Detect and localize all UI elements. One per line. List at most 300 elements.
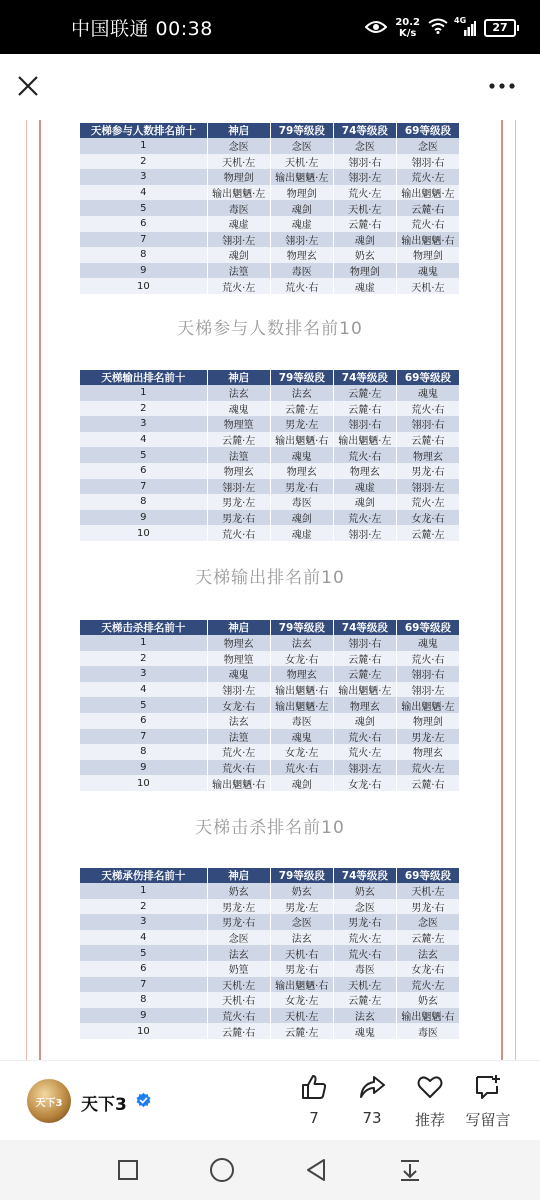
table-cell: 翎羽·左 bbox=[396, 682, 459, 698]
table-row bbox=[80, 914, 460, 930]
table-cell: 法玄 bbox=[270, 635, 333, 651]
rank-cell: 7 bbox=[80, 729, 207, 745]
table-cell: 念医 bbox=[207, 138, 270, 154]
table-cell: 毒医 bbox=[270, 263, 333, 279]
table-cell: 云麓·右 bbox=[396, 775, 459, 791]
wifi-icon bbox=[428, 18, 448, 38]
table-caption: 天梯输出排名前10 bbox=[195, 568, 345, 588]
table-cell: 念医 bbox=[333, 138, 396, 154]
recommend-label: 推荐 bbox=[414, 1111, 445, 1129]
table-cell: 输出魍魉·右 bbox=[396, 1008, 459, 1024]
table-cell: 物理剑 bbox=[396, 713, 459, 729]
table-cell: 云麓·右 bbox=[333, 651, 396, 667]
table-cell: 念医 bbox=[396, 914, 459, 930]
table-cell: 输出魍魉·右 bbox=[396, 232, 459, 248]
table-cell: 翎羽·左 bbox=[396, 479, 459, 495]
notification-down-icon bbox=[398, 1158, 422, 1182]
table-cell: 男龙·左 bbox=[207, 899, 270, 915]
ranking-table-damage-taken bbox=[80, 868, 460, 1039]
table-row bbox=[80, 961, 460, 977]
table-cell: 念医 bbox=[270, 138, 333, 154]
table-cell: 天机·左 bbox=[333, 977, 396, 993]
table-cell: 女龙·左 bbox=[270, 992, 333, 1008]
table-cell: 翎羽·左 bbox=[207, 682, 270, 698]
table-cell: 念医 bbox=[333, 899, 396, 915]
rank-cell: 1 bbox=[80, 883, 207, 899]
table-cell: 云麓·左 bbox=[333, 992, 396, 1008]
table-row bbox=[80, 525, 460, 541]
rank-cell: 10 bbox=[80, 775, 207, 791]
table-cell: 天机·左 bbox=[333, 200, 396, 216]
table-cell: 输出魍魉·右 bbox=[270, 432, 333, 448]
table-cell: 男龙·右 bbox=[396, 463, 459, 479]
table-cell: 荒火·左 bbox=[207, 744, 270, 760]
table-row bbox=[80, 930, 460, 946]
table-row bbox=[80, 1008, 460, 1024]
network-speed bbox=[395, 17, 420, 39]
table-cell: 魂剑 bbox=[333, 713, 396, 729]
table-row bbox=[80, 432, 460, 448]
table-cell: 魂鬼 bbox=[270, 729, 333, 745]
table-cell: 荒火·右 bbox=[396, 216, 459, 232]
table-cell: 天机·左 bbox=[207, 977, 270, 993]
table-cell: 荒火·左 bbox=[396, 169, 459, 185]
table-cell: 荒火·右 bbox=[207, 1008, 270, 1024]
table-cell: 天机·左 bbox=[270, 154, 333, 170]
table-cell: 翎羽·右 bbox=[333, 635, 396, 651]
rank-cell: 3 bbox=[80, 666, 207, 682]
status-icons bbox=[365, 12, 516, 44]
table-row bbox=[80, 977, 460, 993]
recent-apps-button[interactable] bbox=[113, 1155, 143, 1185]
table-header-row bbox=[80, 123, 460, 138]
table-row bbox=[80, 385, 460, 401]
ranking-table-damage-output bbox=[80, 370, 460, 541]
table-cell: 翎羽·右 bbox=[396, 666, 459, 682]
table-cell: 翎羽·右 bbox=[333, 154, 396, 170]
table-header-row bbox=[80, 620, 460, 635]
table-cell: 男龙·右 bbox=[270, 479, 333, 495]
table-cell: 物理篁 bbox=[207, 651, 270, 667]
table-row bbox=[80, 138, 460, 154]
rank-cell: 1 bbox=[80, 385, 207, 401]
recommend-button[interactable] bbox=[400, 1073, 460, 1133]
table-cell: 翎羽·右 bbox=[396, 416, 459, 432]
rank-cell: 5 bbox=[80, 200, 207, 216]
table-cell: 法篁 bbox=[207, 447, 270, 463]
thumbs-up-icon bbox=[300, 1073, 328, 1101]
comment-label: 写留言 bbox=[465, 1111, 511, 1129]
table-cell: 输出魍魉·左 bbox=[207, 185, 270, 201]
table-cell: 念医 bbox=[396, 138, 459, 154]
table-header-cell: 74等级段 bbox=[333, 620, 396, 635]
table-cell: 物理剑 bbox=[396, 247, 459, 263]
table-cell: 云麓·右 bbox=[333, 401, 396, 417]
table-cell: 翎羽·右 bbox=[333, 416, 396, 432]
table-cell: 魂剑 bbox=[333, 232, 396, 248]
table-row bbox=[80, 883, 460, 899]
table-cell: 男龙·右 bbox=[333, 914, 396, 930]
table-row bbox=[80, 416, 460, 432]
table-row bbox=[80, 263, 460, 279]
table-row bbox=[80, 760, 460, 776]
table-cell: 法玄 bbox=[333, 1008, 396, 1024]
rank-cell: 9 bbox=[80, 263, 207, 279]
table-cell: 奶玄 bbox=[333, 247, 396, 263]
table-row bbox=[80, 463, 460, 479]
table-cell: 输出魍魉·右 bbox=[207, 775, 270, 791]
table-cell: 魂虚 bbox=[270, 525, 333, 541]
rank-cell: 8 bbox=[80, 744, 207, 760]
verified-badge-icon bbox=[135, 1092, 152, 1109]
table-cell: 物理剑 bbox=[207, 169, 270, 185]
rank-cell: 6 bbox=[80, 463, 207, 479]
table-row bbox=[80, 729, 460, 745]
notification-pulldown-button[interactable] bbox=[395, 1155, 425, 1185]
rank-cell: 10 bbox=[80, 1023, 207, 1039]
table-cell: 天机·左 bbox=[396, 883, 459, 899]
carrier-time: 中国联通 00:38 bbox=[71, 18, 213, 40]
table-cell: 翎羽·右 bbox=[396, 154, 459, 170]
table-cell: 天机·右 bbox=[207, 992, 270, 1008]
table-row bbox=[80, 247, 460, 263]
comment-button[interactable] bbox=[458, 1073, 518, 1133]
table-header-cell: 神启 bbox=[207, 370, 270, 385]
rank-cell: 7 bbox=[80, 977, 207, 993]
table-cell: 女龙·右 bbox=[396, 510, 459, 526]
rank-cell: 9 bbox=[80, 510, 207, 526]
table-header-row bbox=[80, 868, 460, 883]
table-row bbox=[80, 744, 460, 760]
network-speed-unit: K/s bbox=[398, 28, 417, 39]
rank-cell: 4 bbox=[80, 682, 207, 698]
table-cell: 法玄 bbox=[270, 930, 333, 946]
table-row bbox=[80, 232, 460, 248]
table-cell: 法玄 bbox=[207, 713, 270, 729]
table-cell: 荒火·右 bbox=[270, 760, 333, 776]
table-header-cell: 74等级段 bbox=[333, 370, 396, 385]
table-cell: 荒火·右 bbox=[396, 401, 459, 417]
table-cell: 物理篁 bbox=[207, 416, 270, 432]
status-bar bbox=[0, 0, 540, 54]
article-content[interactable] bbox=[0, 120, 540, 1060]
ranking-table-kills bbox=[80, 620, 460, 791]
table-header-cell: 天梯输出排名前十 bbox=[80, 370, 207, 385]
rank-cell: 1 bbox=[80, 635, 207, 651]
home-button[interactable] bbox=[207, 1155, 237, 1185]
table-header-cell: 神启 bbox=[207, 620, 270, 635]
table-header-cell: 神启 bbox=[207, 868, 270, 883]
table-cell: 魂鬼 bbox=[396, 263, 459, 279]
table-cell: 魂虚 bbox=[270, 216, 333, 232]
table-row bbox=[80, 447, 460, 463]
table-row bbox=[80, 494, 460, 510]
table-cell: 天机·左 bbox=[396, 278, 459, 294]
table-cell: 物理玄 bbox=[396, 447, 459, 463]
table-row bbox=[80, 666, 460, 682]
heart-icon bbox=[416, 1073, 444, 1101]
table-cell: 荒火·右 bbox=[333, 447, 396, 463]
rank-cell: 8 bbox=[80, 992, 207, 1008]
table-header-cell: 79等级段 bbox=[270, 868, 333, 883]
table-row bbox=[80, 510, 460, 526]
table-cell: 翎羽·左 bbox=[270, 232, 333, 248]
rank-cell: 6 bbox=[80, 713, 207, 729]
table-cell: 荒火·左 bbox=[207, 278, 270, 294]
rank-cell: 1 bbox=[80, 138, 207, 154]
account-avatar[interactable] bbox=[27, 1079, 71, 1123]
table-header-cell: 74等级段 bbox=[333, 868, 396, 883]
table-cell: 荒火·左 bbox=[333, 930, 396, 946]
table-cell: 魂鬼 bbox=[396, 385, 459, 401]
table-cell: 云麓·右 bbox=[207, 1023, 270, 1039]
table-cell: 魂剑 bbox=[270, 200, 333, 216]
network-speed-value: 20.2 bbox=[395, 17, 420, 28]
table-cell: 荒火·右 bbox=[270, 278, 333, 294]
table-cell: 女龙·右 bbox=[333, 775, 396, 791]
table-cell: 输出魍魉·左 bbox=[333, 682, 396, 698]
rank-cell: 3 bbox=[80, 914, 207, 930]
table-cell: 荒火·左 bbox=[396, 494, 459, 510]
table-cell: 云麓·右 bbox=[396, 200, 459, 216]
back-button[interactable] bbox=[301, 1155, 331, 1185]
table-header-cell: 69等级段 bbox=[396, 123, 459, 138]
table-cell: 物理剑 bbox=[270, 185, 333, 201]
comment-add-icon bbox=[473, 1073, 503, 1101]
table-row bbox=[80, 185, 460, 201]
rank-cell: 9 bbox=[80, 1008, 207, 1024]
table-cell: 云麓·左 bbox=[270, 1023, 333, 1039]
bottom-action-bar bbox=[0, 1060, 540, 1141]
table-cell: 翎羽·左 bbox=[207, 232, 270, 248]
table-cell: 输出魍魉·右 bbox=[270, 682, 333, 698]
table-header-cell: 69等级段 bbox=[396, 620, 459, 635]
table-cell: 魂剑 bbox=[333, 494, 396, 510]
table-cell: 输出魍魉·右 bbox=[270, 977, 333, 993]
table-cell: 奶玄 bbox=[333, 883, 396, 899]
share-count: 73 bbox=[362, 1109, 382, 1127]
table-cell: 物理玄 bbox=[207, 463, 270, 479]
more-icon bbox=[488, 82, 516, 90]
table-row bbox=[80, 1023, 460, 1039]
table-cell: 女龙·右 bbox=[207, 697, 270, 713]
table-cell: 魂虚 bbox=[333, 479, 396, 495]
table-cell: 男龙·左 bbox=[396, 729, 459, 745]
table-header-cell: 天梯承伤排名前十 bbox=[80, 868, 207, 883]
table-cell: 输出魍魉·左 bbox=[270, 169, 333, 185]
account-name[interactable]: 天下3 bbox=[81, 1095, 127, 1115]
table-row bbox=[80, 945, 460, 961]
table-cell: 男龙·右 bbox=[396, 899, 459, 915]
rank-cell: 5 bbox=[80, 697, 207, 713]
table-cell: 荒火·右 bbox=[396, 651, 459, 667]
table-cell: 魂鬼 bbox=[270, 447, 333, 463]
rank-cell: 10 bbox=[80, 525, 207, 541]
table-header-cell: 神启 bbox=[207, 123, 270, 138]
cellular-signal-icon bbox=[454, 16, 476, 36]
table-cell: 输出魍魉·左 bbox=[270, 697, 333, 713]
table-cell: 云麓·左 bbox=[396, 930, 459, 946]
table-caption: 天梯参与人数排名前10 bbox=[177, 319, 363, 339]
table-cell: 荒火·右 bbox=[333, 945, 396, 961]
table-header-cell: 79等级段 bbox=[270, 123, 333, 138]
table-cell: 翎羽·左 bbox=[333, 760, 396, 776]
table-cell: 云麓·左 bbox=[270, 401, 333, 417]
avatar-logo-text: 天下3 bbox=[35, 1097, 63, 1109]
table-cell: 物理玄 bbox=[396, 744, 459, 760]
rank-cell: 8 bbox=[80, 494, 207, 510]
table-cell: 天机·左 bbox=[207, 154, 270, 170]
table-row bbox=[80, 713, 460, 729]
table-cell: 毒医 bbox=[396, 1023, 459, 1039]
table-cell: 魂鬼 bbox=[207, 666, 270, 682]
table-row bbox=[80, 278, 460, 294]
table-cell: 输出魍魉·左 bbox=[396, 185, 459, 201]
table-cell: 翎羽·左 bbox=[333, 169, 396, 185]
table-cell: 女龙·右 bbox=[396, 961, 459, 977]
rank-cell: 6 bbox=[80, 961, 207, 977]
table-header-cell: 79等级段 bbox=[270, 620, 333, 635]
rank-cell: 4 bbox=[80, 432, 207, 448]
table-cell: 魂鬼 bbox=[207, 401, 270, 417]
table-cell: 法篁 bbox=[207, 729, 270, 745]
table-cell: 奶玄 bbox=[270, 883, 333, 899]
table-cell: 天机·右 bbox=[270, 945, 333, 961]
table-cell: 法玄 bbox=[207, 385, 270, 401]
table-row bbox=[80, 635, 460, 651]
table-cell: 男龙·左 bbox=[270, 899, 333, 915]
close-icon bbox=[17, 75, 39, 97]
table-cell: 魂虚 bbox=[333, 278, 396, 294]
table-cell: 法玄 bbox=[396, 945, 459, 961]
rank-cell: 5 bbox=[80, 447, 207, 463]
table-cell: 奶玄 bbox=[207, 883, 270, 899]
rank-cell: 4 bbox=[80, 185, 207, 201]
table-cell: 女龙·右 bbox=[270, 651, 333, 667]
table-cell: 念医 bbox=[207, 930, 270, 946]
table-cell: 云麓·左 bbox=[333, 385, 396, 401]
table-cell: 魂鬼 bbox=[333, 1023, 396, 1039]
table-cell: 毒医 bbox=[270, 494, 333, 510]
more-button[interactable] bbox=[484, 68, 520, 104]
table-cell: 物理玄 bbox=[270, 666, 333, 682]
table-cell: 物理玄 bbox=[333, 697, 396, 713]
table-row bbox=[80, 682, 460, 698]
home-icon bbox=[209, 1157, 235, 1183]
table-header-row bbox=[80, 370, 460, 385]
table-cell: 云麓·左 bbox=[207, 432, 270, 448]
rank-cell: 2 bbox=[80, 651, 207, 667]
table-cell: 荒火·左 bbox=[333, 744, 396, 760]
rank-cell: 7 bbox=[80, 232, 207, 248]
table-caption: 天梯击杀排名前10 bbox=[195, 818, 345, 838]
table-row bbox=[80, 200, 460, 216]
table-cell: 物理剑 bbox=[333, 263, 396, 279]
top-navigation bbox=[0, 54, 540, 120]
table-row bbox=[80, 401, 460, 417]
table-cell: 荒火·左 bbox=[333, 510, 396, 526]
table-cell: 魂鬼 bbox=[396, 635, 459, 651]
table-cell: 云麓·右 bbox=[333, 216, 396, 232]
table-cell: 男龙·右 bbox=[207, 914, 270, 930]
rank-cell: 8 bbox=[80, 247, 207, 263]
battery-indicator: 27 bbox=[484, 19, 516, 37]
recent-apps-icon bbox=[117, 1159, 139, 1181]
table-cell: 男龙·左 bbox=[270, 416, 333, 432]
table-cell: 翎羽·左 bbox=[333, 525, 396, 541]
table-row bbox=[80, 154, 460, 170]
share-button[interactable] bbox=[342, 1073, 402, 1133]
table-cell: 奶玄 bbox=[396, 992, 459, 1008]
rank-cell: 5 bbox=[80, 945, 207, 961]
table-cell: 毒医 bbox=[207, 200, 270, 216]
table-header-cell: 天梯参与人数排名前十 bbox=[80, 123, 207, 138]
table-row bbox=[80, 169, 460, 185]
table-cell: 毒医 bbox=[270, 713, 333, 729]
table-cell: 输出魍魉·左 bbox=[333, 432, 396, 448]
table-cell: 魂虚 bbox=[207, 216, 270, 232]
rank-cell: 3 bbox=[80, 416, 207, 432]
table-cell: 男龙·左 bbox=[207, 494, 270, 510]
like-button[interactable] bbox=[284, 1073, 344, 1133]
rank-cell: 7 bbox=[80, 479, 207, 495]
table-cell: 毒医 bbox=[333, 961, 396, 977]
table-cell: 法篁 bbox=[207, 263, 270, 279]
table-cell: 女龙·左 bbox=[270, 744, 333, 760]
table-cell: 天机·左 bbox=[270, 1008, 333, 1024]
table-cell: 男龙·右 bbox=[270, 961, 333, 977]
rank-cell: 2 bbox=[80, 899, 207, 915]
share-icon bbox=[358, 1073, 386, 1101]
table-row bbox=[80, 899, 460, 915]
table-row bbox=[80, 216, 460, 232]
table-header-cell: 79等级段 bbox=[270, 370, 333, 385]
table-cell: 男龙·右 bbox=[207, 510, 270, 526]
back-icon bbox=[304, 1158, 328, 1182]
table-cell: 魂剑 bbox=[270, 510, 333, 526]
table-cell: 物理玄 bbox=[270, 247, 333, 263]
table-cell: 法玄 bbox=[207, 945, 270, 961]
eye-comfort-icon bbox=[365, 19, 387, 38]
table-row bbox=[80, 697, 460, 713]
system-navigation-bar bbox=[0, 1140, 540, 1200]
table-cell: 物理玄 bbox=[207, 635, 270, 651]
table-cell: 荒火·左 bbox=[396, 760, 459, 776]
table-cell: 荒火·右 bbox=[207, 760, 270, 776]
close-button[interactable] bbox=[10, 68, 46, 104]
rank-cell: 9 bbox=[80, 760, 207, 776]
rank-cell: 6 bbox=[80, 216, 207, 232]
ranking-table-participation bbox=[80, 123, 460, 294]
table-cell: 云麓·左 bbox=[333, 666, 396, 682]
table-cell: 法玄 bbox=[270, 385, 333, 401]
table-cell: 翎羽·左 bbox=[207, 479, 270, 495]
rank-cell: 3 bbox=[80, 169, 207, 185]
rank-cell: 10 bbox=[80, 278, 207, 294]
table-cell: 云麓·左 bbox=[396, 525, 459, 541]
table-cell: 荒火·左 bbox=[333, 185, 396, 201]
table-cell: 输出魍魉·左 bbox=[396, 697, 459, 713]
table-cell: 念医 bbox=[270, 914, 333, 930]
rank-cell: 2 bbox=[80, 401, 207, 417]
table-row bbox=[80, 992, 460, 1008]
table-header-cell: 69等级段 bbox=[396, 370, 459, 385]
table-header-cell: 69等级段 bbox=[396, 868, 459, 883]
table-cell: 魂剑 bbox=[207, 247, 270, 263]
rank-cell: 2 bbox=[80, 154, 207, 170]
table-cell: 荒火·右 bbox=[207, 525, 270, 541]
table-cell: 魂剑 bbox=[270, 775, 333, 791]
